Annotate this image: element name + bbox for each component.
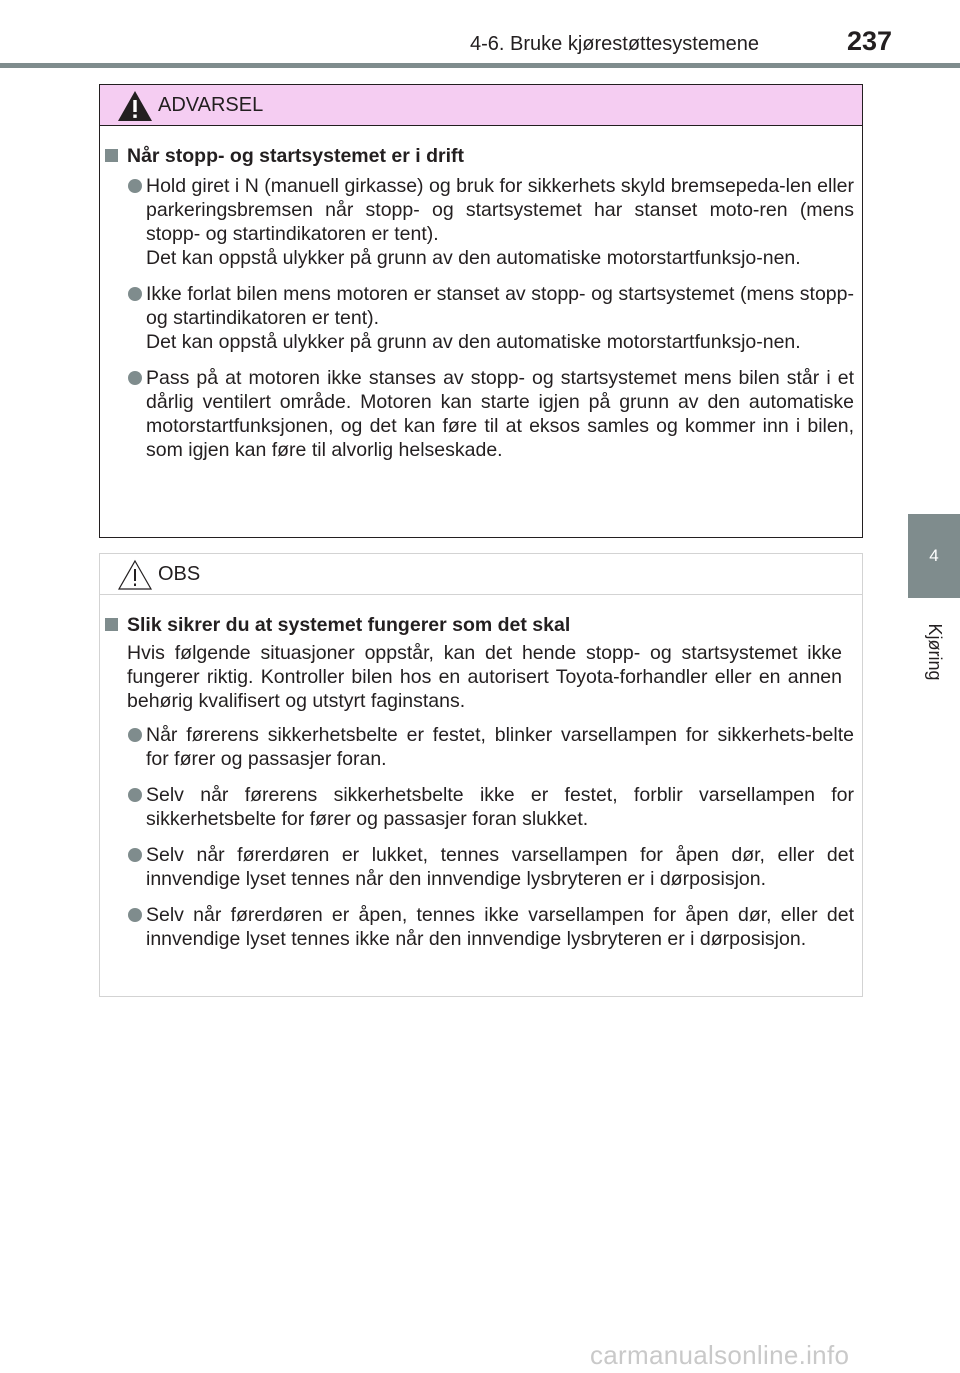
- chapter-number: 4: [929, 546, 939, 565]
- list-item: [105, 903, 854, 951]
- round-bullet-icon: [128, 848, 142, 862]
- list-item: [105, 366, 854, 462]
- section-title: 4-6. Bruke kjørestøttesystemene: [470, 33, 759, 55]
- notice-intro: Hvis følgende situasjoner oppstår, kan det hende stopp- og startsystemet ikke fungerer riktig. Kontroller bilen hos en autorisert Toyota-forhandler eller en annen behørig kvalifisert og utstyrt faginstans.: [127, 642, 842, 712]
- list-item: [105, 723, 854, 771]
- notice-box: [99, 553, 863, 997]
- list-item-text: Selv når førerdøren er åpen, tennes ikke varsellampen for åpen dør, eller det innvendige lyset tennes ikke når den innvendige lysbryteren er i dørposisjon.: [146, 904, 854, 950]
- list-item: [105, 282, 854, 354]
- page-number: 237: [847, 26, 893, 56]
- list-item-text: Selv når førerens sikkerhetsbelte ikke er festet, forblir varsellampen for sikkerhetsbelte for fører og passasjer foran slukket.: [146, 784, 854, 830]
- round-bullet-icon: [128, 287, 142, 301]
- list-item-text: Når førerens sikkerhetsbelte er festet, blinker varsellampen for sikkerhets-belte for fører og passasjer foran.: [146, 724, 854, 770]
- square-bullet-icon: [105, 618, 118, 631]
- list-item-text: Hold giret i N (manuell girkasse) og bruk for sikkerhets skyld bremsepeda-len eller parkeringsbremsen når stopp- og startsystemet har stanset moto-ren (mens stopp- og startindikatoren er tent).: [146, 175, 854, 245]
- notice-title: OBS: [158, 563, 201, 585]
- warning-heading-text: Når stopp- og startsystemet er i drift: [127, 145, 464, 167]
- notice-box-body: [100, 595, 862, 951]
- notice-section-heading: [105, 613, 854, 637]
- warning-box-body: [100, 126, 862, 462]
- warning-triangle-filled-icon: [116, 89, 154, 123]
- round-bullet-icon: [128, 908, 142, 922]
- chapter-tab: [908, 514, 960, 598]
- notice-box-header: [100, 554, 862, 595]
- warning-triangle-outline-icon: [116, 558, 154, 592]
- round-bullet-icon: [128, 788, 142, 802]
- list-item-text: Det kan oppstå ulykker på grunn av den automatiske motorstartfunksjo-nen.: [146, 331, 801, 353]
- warning-box-header: [100, 85, 862, 126]
- list-item-text: Det kan oppstå ulykker på grunn av den automatiske motorstartfunksjo-nen.: [146, 247, 801, 269]
- warning-box: [99, 84, 863, 538]
- round-bullet-icon: [128, 179, 142, 193]
- warning-title: ADVARSEL: [158, 94, 264, 116]
- list-item: [105, 843, 854, 891]
- chapter-label: Kjøring: [925, 623, 945, 681]
- round-bullet-icon: [128, 728, 142, 742]
- page-header: [0, 0, 960, 70]
- list-item-text: Ikke forlat bilen mens motoren er stanset av stopp- og startsystemet (mens stopp- og startindikatoren er tent).: [146, 283, 854, 329]
- square-bullet-icon: [105, 149, 118, 162]
- watermark: carmanualsonline.info: [590, 1340, 850, 1370]
- notice-heading-text: Slik sikrer du at systemet fungerer som det skal: [127, 614, 571, 636]
- header-divider: [0, 63, 960, 68]
- round-bullet-icon: [128, 371, 142, 385]
- list-item: [105, 174, 854, 270]
- list-item-text: Selv når førerdøren er lukket, tennes varsellampen for åpen dør, eller det innvendige lyset tennes når den innvendige lysbryteren er i dørposisjon.: [146, 844, 854, 890]
- warning-section-heading: [105, 144, 854, 168]
- list-item-text: Pass på at motoren ikke stanses av stopp- og startsystemet mens bilen står i et dårlig ventilert område. Motoren kan starte igjen på grunn av den automatiske motorstartfunksjonen, og det kan føre til at eksos samles og kommer inn i bilen, som igjen kan føre til alvorlig helseskade.: [146, 367, 854, 461]
- list-item: [105, 783, 854, 831]
